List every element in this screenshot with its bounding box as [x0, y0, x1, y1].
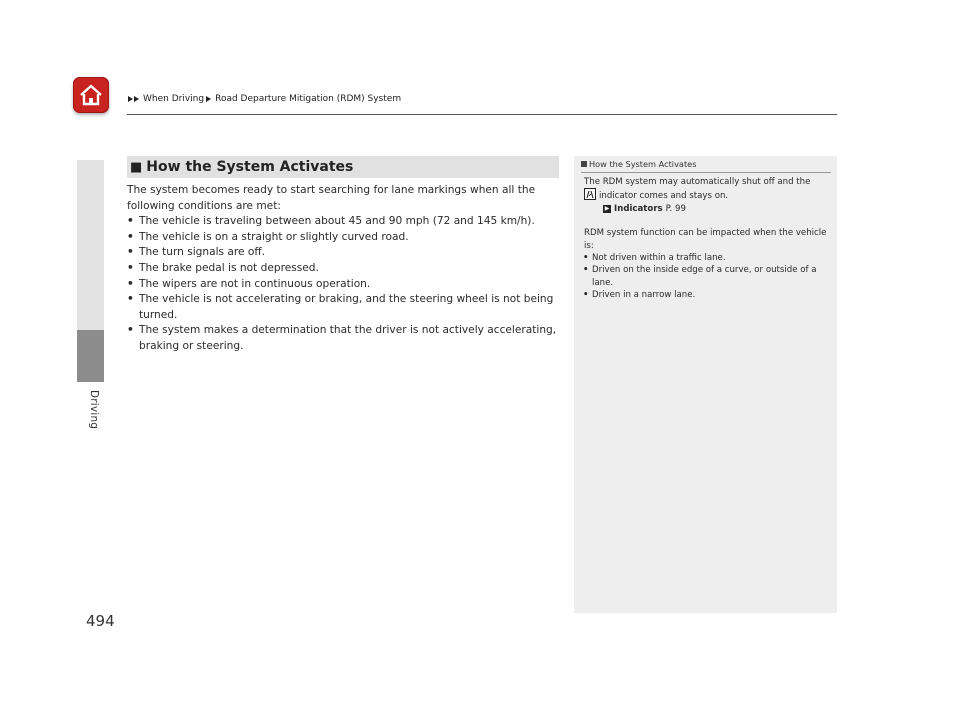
square-bullet-icon: ■ [130, 159, 143, 175]
breadcrumb-item-rdm-system[interactable]: Road Departure Mitigation (RDM) System [215, 94, 402, 104]
list-item: • The system makes a determination that the driver is not actively accelerating, braking or steering. [127, 323, 559, 354]
home-icon [78, 83, 104, 107]
list-item: • The vehicle is traveling between about 45 and 90 mph (72 and 145 km/h). [127, 214, 559, 230]
list-item: • The wipers are not in continuous operation. [127, 277, 559, 293]
note-paragraph-cont [584, 188, 830, 202]
note-list [584, 252, 830, 302]
note-paragraph-cont-text: indicator comes and stays on. [599, 191, 729, 202]
note-marker-icon [581, 161, 587, 167]
lane-departure-indicator-icon [584, 188, 596, 200]
main-content [127, 156, 559, 355]
note-sidebar [574, 156, 837, 613]
list-item: • The vehicle is not accelerating or braking, and the steering wheel is not being turned. [127, 292, 559, 323]
note-divider [581, 172, 831, 173]
breadcrumb-arrow-icon [134, 96, 139, 102]
section-label: Driving [88, 390, 100, 430]
header-divider [127, 114, 837, 115]
reference-label: Indicators [614, 203, 663, 214]
indicators-reference-link[interactable] [584, 203, 830, 215]
body-text [127, 183, 559, 355]
list-item: • The brake pedal is not depressed. [127, 261, 559, 277]
side-tab-background [77, 160, 104, 330]
note-paragraph: The RDM system may automatically shut off and the [584, 177, 811, 187]
breadcrumb-arrow-icon [128, 96, 133, 102]
list-item: • The vehicle is on a straight or slightly curved road. [127, 230, 559, 246]
note-title-text: How the System Activates [589, 159, 697, 169]
list-item: • Driven on the inside edge of a curve, or outside of a lane. [584, 264, 830, 289]
note-body [584, 176, 830, 302]
section-header [127, 156, 559, 178]
breadcrumb-item-when-driving[interactable]: When Driving [143, 94, 205, 104]
note-paragraph-2: RDM system function can be impacted when the vehicle is: [584, 228, 827, 251]
section-title: How the System Activates [146, 159, 354, 175]
reference-arrow-icon: ▶ [604, 205, 610, 213]
breadcrumb [128, 94, 401, 104]
list-item: • The turn signals are off. [127, 245, 559, 261]
conditions-list [127, 214, 559, 354]
list-item: • Not driven within a traffic lane. [584, 252, 830, 264]
breadcrumb-arrow-icon [206, 96, 211, 102]
home-button[interactable] [73, 77, 109, 113]
side-tab-marker [77, 330, 104, 382]
note-title [581, 159, 696, 169]
page-number: 494 [86, 612, 115, 630]
intro-paragraph: The system becomes ready to start searching for lane markings when all the following conditions are met: [127, 184, 536, 212]
reference-page: P. 99 [665, 203, 686, 214]
list-item: • Driven in a narrow lane. [584, 289, 830, 301]
